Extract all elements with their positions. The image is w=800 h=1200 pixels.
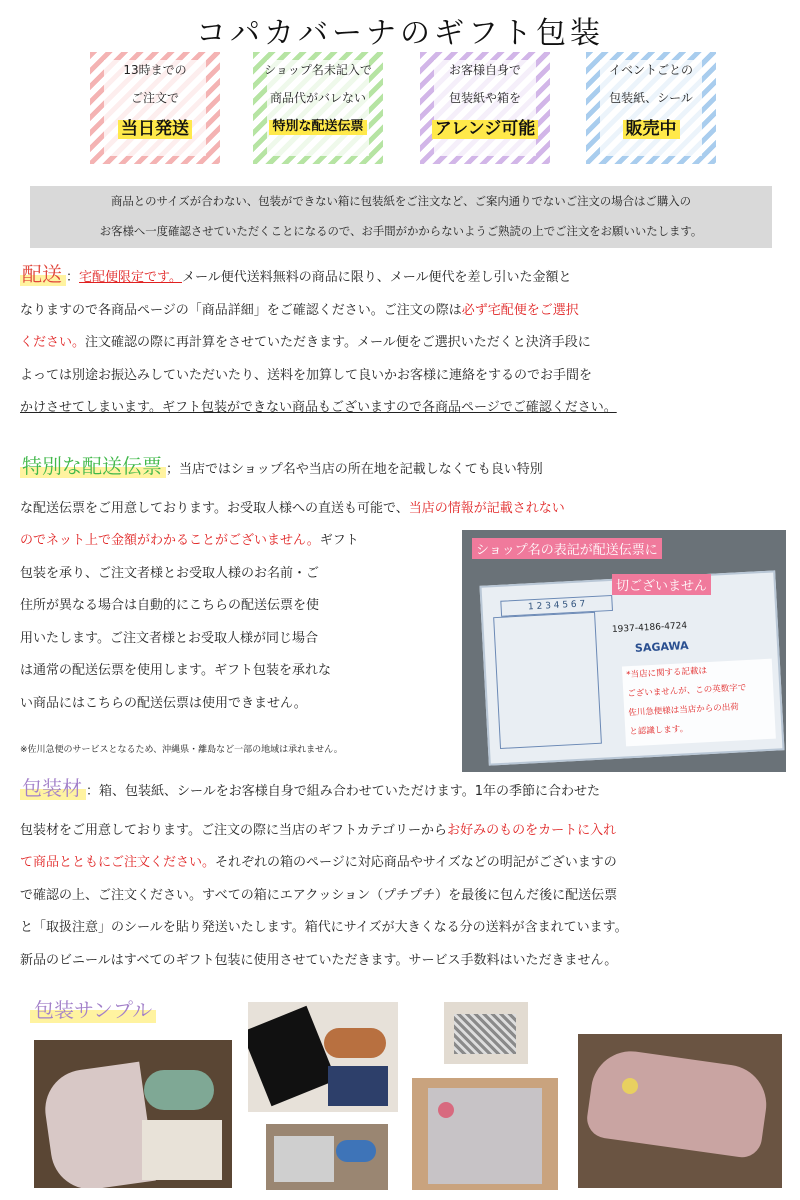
slip-photo-caption: 切ございません (612, 574, 711, 595)
card-line2: 包装紙、シール (609, 90, 693, 105)
material-section (20, 772, 785, 977)
slip-line5: 住所が異なる場合は自動的にこちらの配送伝票を使 (20, 598, 320, 613)
card-line1: お客様自身で (448, 63, 521, 77)
material-line4: で確認の上、ご注文ください。すべての箱にエアクッション（プチプチ）を最後に包んだ後に配送伝票 (20, 887, 618, 903)
card-line2: ご注文で (130, 90, 179, 105)
slip-line2: な配送伝票をご用意しております。お受取人様への直送も可能で、 (20, 500, 409, 516)
sample-photo-3 (444, 1002, 528, 1064)
shipping-red-text: ください。 (20, 335, 86, 350)
shipping-line5: かけさせてしまいます。ギフト包装ができない商品もございますので各商品ページでご確認ください。 (20, 400, 617, 415)
material-line3: それぞれの箱のページに対応商品やサイズなどの明記がございますの (215, 855, 617, 870)
feature-card-on-sale (586, 52, 716, 164)
shipping-section (20, 258, 785, 425)
tracking-number: 1937-4186-4724 (611, 621, 688, 635)
page-title: コパカバーナのギフト包装 (196, 16, 604, 51)
slip-line7: は通常の配送伝票を使用します。ギフト包装を承れな (20, 663, 331, 678)
slip-photo (462, 530, 786, 772)
feature-card-special-slip (253, 52, 383, 164)
material-red-text: お好みのものをカートに入れ (447, 822, 617, 838)
sample-photo-1 (34, 1040, 232, 1188)
slip-red-text: 当店の情報が記載されない (408, 500, 565, 516)
slip-line6: 用いたします。ご注文者様とお受取人様が同じ場合 (20, 630, 318, 646)
slip-note: ※佐川急便のサービスとなるため、沖縄県・離島など一部の地域は承れません。 (20, 745, 343, 755)
slip-line8: い商品にはこちらの配送伝票は使用できません。 (20, 695, 307, 711)
sample-photo-2 (248, 1002, 398, 1112)
card-highlight: 特別な配送伝票 (269, 120, 366, 135)
card-line1: 13時までの (123, 63, 187, 77)
slip-line1: 当店ではショップ名や当店の所在地を記載しなくても良い特別 (179, 462, 543, 477)
card-highlight: アレンジ可能 (432, 120, 538, 140)
slip-heading: 特別な配送伝票 (20, 454, 166, 478)
feature-card-arrange (420, 52, 550, 164)
slip-memo-line: 佐川急便様は当店からの出荷 (628, 702, 739, 719)
card-line2: 包装紙や箱を (448, 90, 521, 105)
slip-memo (622, 659, 776, 747)
shipping-line1: メール便代送料無料の商品に限り、メール便代を差し引いた金額と (181, 270, 572, 285)
slip-memo-line: ございませんが、この英数字で (627, 683, 747, 700)
sample-photo-6 (578, 1034, 782, 1188)
card-line2: 商品代がバレない (269, 90, 366, 105)
card-highlight: 当日発送 (118, 120, 192, 140)
slip-colon: ； (166, 462, 180, 477)
shipping-heading: 配送 (20, 262, 66, 286)
slip-red-text: のでネット上で金額がわかることがございません。 (20, 533, 320, 548)
carrier-logo: SAGAWA (634, 639, 689, 655)
shipping-line3: 注文確認の際に再計算をさせていただきます。メール便をご選択いただくと決済手段に (85, 335, 591, 350)
shipping-line2: なりますので各商品ページの「商品詳細」をご確認ください。ご注文の際は (20, 302, 462, 318)
notice-line1: 商品とのサイズが合わない、包装ができない箱に包装紙をご注文など、ご案内通りでないご注文の場合はご購入の (110, 194, 691, 208)
slip-line4: 包装を承り、ご注文者様とお受取人様のお名前・ご (20, 565, 320, 581)
card-highlight: 販売中 (623, 120, 680, 140)
samples-heading: 包装サンプル (30, 994, 156, 1023)
material-line2: 包装材をご用意しております。ご注文の際に当店のギフトカテゴリーから (20, 822, 448, 838)
shipping-colon: ： (66, 270, 80, 285)
material-heading: 包装材 (20, 776, 86, 800)
material-colon: ： (86, 784, 100, 799)
shipping-red-text: 必ず宅配便をご選択 (461, 302, 579, 318)
shipping-line4: よっては別途お振込みしていただいたり、送料を加算して良いかお客様に連絡をするのでお手間を (20, 367, 593, 383)
slip-line3: ギフト (319, 533, 359, 548)
material-line1: 箱、包装紙、シールをお客様自身で組み合わせていただけます。1年の季節に合わせた (99, 784, 600, 799)
shipping-red-text: 宅配便限定です。 (79, 270, 182, 285)
slip-photo-caption: ショップ名の表記が配送伝票に (472, 538, 662, 559)
card-line1: イベントごとの (608, 63, 693, 77)
slip-memo-line: *当店に関する記載は (626, 666, 708, 681)
notice-line2: お客様へ一度確認させていただくことになるので、お手間がかからないようご熟読の上でご注文をお願いいたします。 (99, 224, 703, 238)
sample-photo-5 (412, 1078, 558, 1190)
feature-card-same-day (90, 52, 220, 164)
sample-photo-4 (266, 1124, 388, 1190)
slip-digits: 1 2 3 4 5 6 7 (500, 595, 613, 617)
card-line1: ショップ名未記入で (264, 63, 372, 77)
material-line5: と「取扱注意」のシールを貼り発送いたします。箱代にサイズが大きくなる分の送料が含まれています。 (20, 920, 628, 935)
slip-memo-line: と認識します。 (629, 724, 689, 738)
notice-box (30, 186, 772, 248)
material-red-text: て商品とともにご注文ください。 (20, 855, 216, 870)
material-line6: 新品のビニールはすべてのギフト包装に使用させていただきます。サービス手数料はいただきません。 (20, 952, 618, 968)
